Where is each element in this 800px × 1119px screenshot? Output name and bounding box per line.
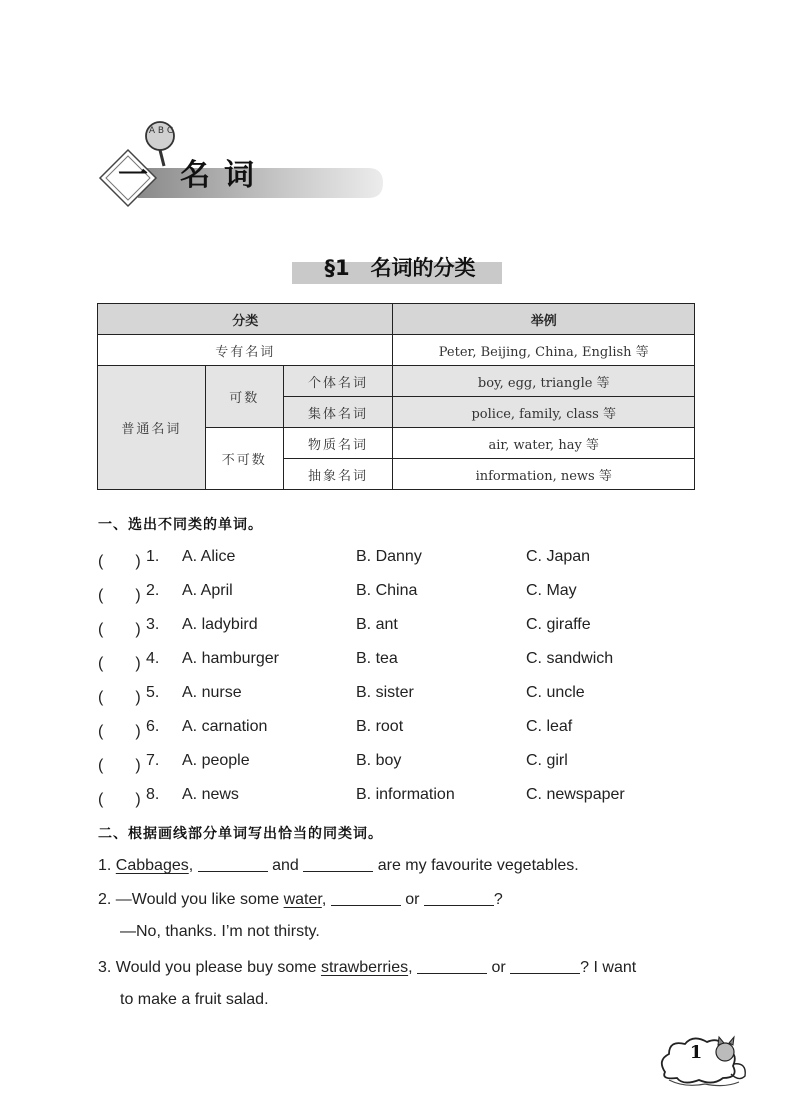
- fill-blank[interactable]: [303, 855, 373, 872]
- option-a: A. nurse: [182, 684, 242, 701]
- sentence-2-reply: —No, thanks. I’m not thirsty.: [120, 923, 320, 940]
- item-number: 2.: [146, 582, 160, 599]
- proper-noun-label: 专有名词: [98, 335, 393, 366]
- item-number: 1.: [146, 548, 160, 565]
- individual-noun-label: 个体名词: [283, 366, 393, 397]
- item-number: 6.: [146, 718, 160, 735]
- option-c: C. May: [526, 582, 577, 599]
- part1-heading: 一、选出不同类的单词。: [98, 517, 263, 533]
- proper-noun-examples: Peter, Beijing, China, English 等: [393, 335, 695, 366]
- answer-blank[interactable]: ( ): [98, 757, 141, 774]
- material-noun-examples: air, water, hay 等: [393, 428, 695, 459]
- section-title: §1 名词的分类: [324, 256, 476, 280]
- option-b: B. root: [356, 718, 404, 735]
- fill-blank[interactable]: [417, 957, 487, 974]
- answer-blank[interactable]: ( ): [98, 655, 141, 672]
- table-row: [98, 366, 695, 397]
- part2-heading: 二、根据画线部分单词写出恰当的同类词。: [98, 826, 383, 842]
- punctuation: ,: [408, 959, 413, 976]
- answer-blank[interactable]: ( ): [98, 723, 141, 740]
- common-noun-label: 普通名词: [98, 366, 206, 490]
- sentence-2: [98, 889, 503, 909]
- exercise-item-1: [98, 548, 698, 572]
- noun-classification-table: [97, 303, 695, 490]
- header-examples: 举例: [393, 304, 695, 335]
- table-row: [98, 335, 695, 366]
- sentence-1: [98, 855, 579, 875]
- item-number: 8.: [146, 786, 160, 803]
- exercise-item-6: [98, 718, 698, 742]
- option-b: B. information: [356, 786, 455, 803]
- option-a: A. ladybird: [182, 616, 258, 633]
- underlined-word: Cabbages: [115, 857, 189, 874]
- answer-blank[interactable]: ( ): [98, 689, 141, 706]
- option-a: A. Alice: [182, 548, 236, 565]
- option-a: A. carnation: [182, 718, 268, 735]
- connector: or: [491, 959, 506, 976]
- material-noun-label: 物质名词: [283, 428, 393, 459]
- answer-blank[interactable]: ( ): [98, 791, 141, 808]
- punctuation: ,: [188, 857, 194, 874]
- item-number: 1.: [98, 857, 112, 874]
- exercise-item-3: [98, 616, 698, 640]
- option-b: B. boy: [356, 752, 402, 769]
- collective-noun-examples: police, family, class 等: [393, 397, 695, 428]
- option-a: A. hamburger: [182, 650, 279, 667]
- option-c: C. uncle: [526, 684, 585, 701]
- item-number: 2.: [98, 891, 112, 908]
- fill-blank[interactable]: [331, 889, 401, 906]
- sentence-text: Would you please buy some: [115, 959, 317, 976]
- option-a: A. people: [182, 752, 250, 769]
- abstract-noun-label: 抽象名词: [283, 459, 393, 490]
- sentence-text: are my favourite vegetables.: [377, 857, 579, 874]
- chapter-name: 名词: [180, 158, 268, 193]
- punctuation: ?: [493, 891, 503, 908]
- fill-blank[interactable]: [510, 957, 580, 974]
- answer-blank[interactable]: ( ): [98, 621, 141, 638]
- option-c: C. giraffe: [526, 616, 591, 633]
- sentence-3-continued: to make a fruit salad.: [120, 991, 269, 1008]
- exercise-item-4: [98, 650, 698, 674]
- option-b: B. ant: [356, 616, 398, 633]
- option-a: A. news: [182, 786, 239, 803]
- option-b: B. China: [356, 582, 418, 599]
- exercise-item-2: [98, 582, 698, 606]
- item-number: 5.: [146, 684, 160, 701]
- individual-noun-examples: boy, egg, triangle 等: [393, 366, 695, 397]
- item-number: 4.: [146, 650, 160, 667]
- chapter-number: 一: [118, 158, 162, 193]
- collective-noun-label: 集体名词: [283, 397, 393, 428]
- countable-label: 可数: [205, 366, 283, 428]
- item-number: 7.: [146, 752, 160, 769]
- option-b: B. Danny: [356, 548, 422, 565]
- option-c: C. sandwich: [526, 650, 614, 667]
- exercise-item-8: [98, 786, 698, 810]
- punctuation: ,: [321, 891, 327, 908]
- magnifier-letters: A B C: [148, 126, 174, 136]
- option-b: B. tea: [356, 650, 398, 667]
- item-number: 3.: [98, 959, 112, 976]
- option-a: A. April: [182, 582, 233, 599]
- chapter-title: [118, 150, 268, 194]
- page-number: 1: [689, 1042, 703, 1063]
- underlined-word: strawberries: [320, 959, 409, 976]
- answer-blank[interactable]: ( ): [98, 553, 141, 570]
- exercise-item-7: [98, 752, 698, 776]
- option-c: C. leaf: [526, 718, 573, 735]
- option-c: C. girl: [526, 752, 568, 769]
- option-c: C. newspaper: [526, 786, 625, 803]
- header-category: 分类: [98, 304, 393, 335]
- uncountable-label: 不可数: [205, 428, 283, 490]
- option-c: C. Japan: [526, 548, 591, 565]
- fill-blank[interactable]: [424, 889, 494, 906]
- fill-blank[interactable]: [198, 855, 268, 872]
- connector: and: [272, 857, 299, 874]
- abstract-noun-examples: information, news 等: [393, 459, 695, 490]
- option-b: B. sister: [356, 684, 414, 701]
- answer-blank[interactable]: ( ): [98, 587, 141, 604]
- connector: or: [405, 891, 420, 908]
- table-header-row: [98, 304, 695, 335]
- sentence-text: ? I want: [580, 959, 637, 976]
- item-number: 3.: [146, 616, 160, 633]
- exercise-item-5: [98, 684, 698, 708]
- sentence-3: [98, 957, 636, 977]
- underlined-word: water: [283, 891, 322, 908]
- sentence-text: —Would you like some: [115, 891, 280, 908]
